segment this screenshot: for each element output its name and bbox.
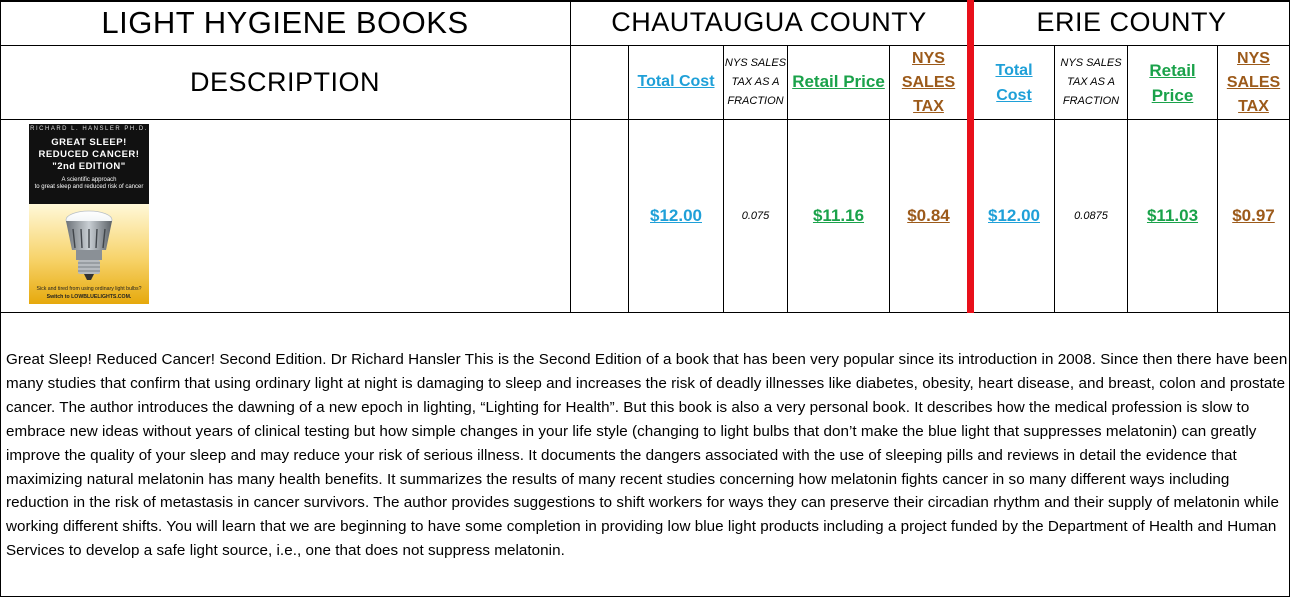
cover-title-line2: REDUCED CANCER! (38, 149, 140, 160)
erie-tax-rate-cell (1055, 120, 1128, 313)
cover-title-line1: GREAT SLEEP! (51, 137, 127, 148)
cover-author: RICHARD L. HANSLER PH.D. (30, 126, 148, 132)
total-cost-label-line2[interactable]: Cost (996, 86, 1032, 104)
erie-retail-price-cell (1128, 120, 1218, 313)
tax-fraction-label-line3: FRACTION (1062, 94, 1120, 107)
erie-retail-price-value[interactable]: $11.03 (1146, 206, 1199, 225)
erie-total-cost-header[interactable] (974, 46, 1055, 120)
erie-sales-tax-cell (1218, 120, 1290, 313)
chautauqua-sales-tax-cell (890, 120, 968, 313)
retail-price-label-line2[interactable]: Price (1151, 85, 1194, 105)
sales-tax-label-line1[interactable]: NYS (912, 49, 945, 67)
tax-fraction-label-line2: TAX AS A (731, 76, 780, 89)
chautauqua-total-cost-cell (629, 120, 724, 313)
chautauqua-tax-fraction-header (724, 46, 788, 120)
erie-total-cost-value[interactable]: $12.00 (988, 206, 1040, 225)
chautauqua-tax-rate-cell (724, 120, 788, 313)
page-title: LIGHT HYGIENE BOOKS (0, 0, 571, 46)
county-header-chautauqua: CHAUTAUGUA COUNTY (571, 0, 968, 46)
cover-footer-line1: Sick and tired from using ordinary light bulbs? (36, 286, 142, 292)
cover-subtitle-line1: A scientific approach (61, 177, 117, 183)
erie-retail-price-header[interactable] (1128, 46, 1218, 120)
sales-tax-label-line3[interactable]: TAX (913, 97, 944, 115)
erie-sales-tax-value[interactable]: $0.97 (1232, 206, 1275, 225)
chautauqua-retail-price-cell (788, 120, 890, 313)
cover-footer-line2: Switch to LOWBLUELIGHTS.COM. (46, 294, 132, 300)
sales-tax-label-line2[interactable]: SALES (1226, 73, 1281, 91)
chautauqua-sales-tax-value[interactable]: $0.84 (907, 206, 950, 225)
cover-title-line3: "2nd EDITION" (52, 161, 126, 172)
chautauqua-total-cost-header[interactable] (629, 46, 724, 120)
chautauqua-tax-rate-value: 0.075 (741, 210, 770, 222)
total-cost-label[interactable]: Total Cost (637, 73, 715, 91)
erie-tax-rate-value: 0.0875 (1074, 210, 1108, 222)
sales-tax-label-line3[interactable]: TAX (1238, 97, 1269, 115)
spacer-cell (571, 46, 629, 120)
total-cost-label-line1[interactable]: Total (995, 61, 1033, 79)
erie-tax-fraction-header (1055, 46, 1128, 120)
retail-price-label[interactable]: Retail Price (792, 72, 885, 92)
tax-fraction-label-line1: NYS SALES (724, 57, 787, 70)
chautauqua-total-cost-value[interactable]: $12.00 (650, 206, 702, 225)
spacer-cell (571, 120, 629, 313)
retail-price-label-line1[interactable]: Retail (1149, 60, 1196, 80)
chautauqua-retail-price-value[interactable]: $11.16 (812, 206, 865, 225)
tax-fraction-label-line1: NYS SALES (1060, 57, 1122, 70)
description-header: DESCRIPTION (0, 46, 571, 120)
cover-lower-panel (29, 204, 149, 304)
erie-sales-tax-header[interactable] (1218, 46, 1290, 120)
tax-fraction-label-line2: TAX AS A (1067, 76, 1115, 89)
chautauqua-retail-price-header[interactable] (788, 46, 890, 120)
tax-fraction-label-line3: FRACTION (727, 94, 784, 107)
erie-total-cost-cell (974, 120, 1055, 313)
county-divider (967, 0, 974, 313)
county-header-erie: ERIE COUNTY (974, 0, 1290, 46)
cover-subtitle-line2: to great sleep and reduced risk of cancer (34, 184, 144, 190)
book-description: Great Sleep! Reduced Cancer! Second Edition. Dr Richard Hansler This is the Second Edition of a book that has been very popular since its introduction in 2008. Since then there have been many studies that confirm that using ordinary light at night is damaging to sleep and increases the risk of deadly illnesses like diabetes, obesity, heart disease, and breast, colon and prostate cancer. The author introduces the dawning of a new epoch in lighting, “Lighting for Health”. But this book is also a very personal book. It describes how the medical profession is slow to embrace new ideas without years of clinical testing but how simple changes in your life style (changing to light bulbs that don’t make the blue light that suppresses melatonin) can greatly improve the quality of your sleep and may reduce your risk of serious illness. It documents the dangers associated with the use of sleeping pills and reviews in detail the evidence that maximizing natural melatonin has many health benefits. It summarizes the results of many recent studies concerning how melatonin fights cancer in so many different ways including reduction in the risk of metastasis in cancer survivors. The author provides suggestions to shift workers for ways they can preserve their circadian rhythm and their supply of melatonin while working different shifts. You will learn that we are beginning to have some completion in providing low blue light products including a project funded by the Department of Health and Human Services to develop a safe light source, i.e., one that does not suppress melatonin. (6, 351, 1288, 560)
light-bulb-icon (29, 206, 149, 286)
book-cover-image[interactable] (29, 124, 149, 304)
sales-tax-label-line1[interactable]: NYS (1237, 49, 1270, 67)
chautauqua-sales-tax-header[interactable] (890, 46, 968, 120)
sales-tax-label-line2[interactable]: SALES (901, 73, 956, 91)
